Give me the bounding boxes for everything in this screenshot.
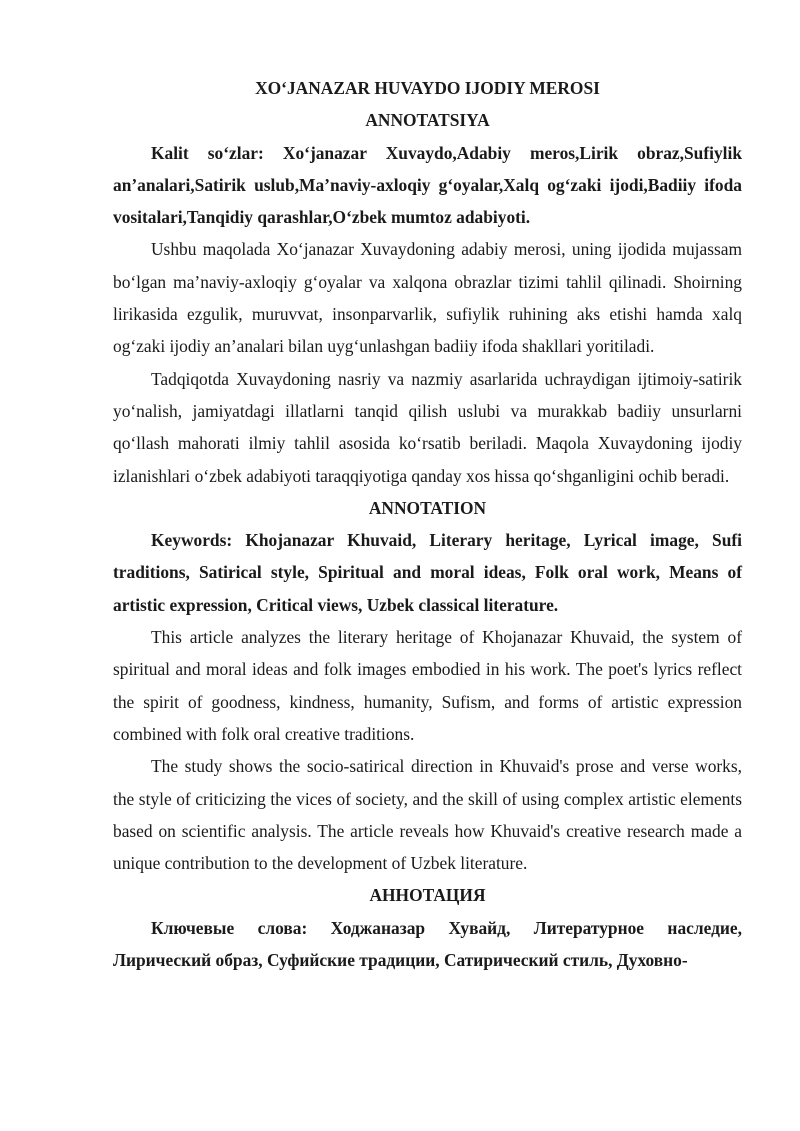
en-paragraph-2: The study shows the socio-satirical direction in Khuvaid's prose and verse works, the style of criticizing the vices of society, and the skill of using complex artistic elements based on scientific analysis. The article reveals how Khuvaid's creative research made a unique contribution to the development of Uzbek literature. (113, 756, 742, 874)
ru-keywords-text: Ходжаназар Хувайд, Литературное наследие, Лирический образ, Суфийские традиции, Сатирический стиль, Духовно- (113, 917, 742, 971)
document-page (113, 72, 742, 976)
uz-keywords (113, 137, 742, 234)
en-keywords (113, 524, 742, 621)
en-keywords-label: Keywords: (151, 530, 233, 551)
uz-keywords-label: Kalit so‘zlar: (151, 142, 264, 163)
en-annotation-heading: ANNOTATION (368, 497, 487, 518)
en-paragraph-1: This article analyzes the literary heritage of Khojanazar Khuvaid, the system of spiritual and moral ideas and folk images embodied in his work. The poet's lyrics reflect the spirit of goodness, kindness, humanity, Sufism, and forms of artistic expression combined with folk oral creative traditions. (113, 627, 742, 744)
uz-paragraph-1: Ushbu maqolada Xo‘janazar Xuvaydoning adabiy merosi, uning ijodida mujassam bo‘lgan ma’naviy-axloqiy g‘oyalar va xalqona obrazlar tizimi tahlil qilinadi. Shoirning lirikasida ezgulik, muruvvat, insonparvarlik, sufiylik ruhining aks etishi hamda xalq og‘zaki ijodiy an’analari bilan uyg‘unlashgan badiiy ifoda shakllari yoritiladi. (113, 239, 742, 357)
uz-keywords-text: Xo‘janazar Xuvaydo,Adabiy meros,Lirik obraz,Sufiylik an’analari,Satirik uslub,Ma’naviy-axloqiy g‘oyalar,Xalq og‘zaki ijodi,Badiiy ifoda vositalari,Tanqidiy qarashlar,O‘zbek mumtoz adabiyoti. (113, 142, 742, 228)
uz-paragraph-2: Tadqiqotda Xuvaydoning nasriy va nazmiy asarlarida uchraydigan ijtimoiy-satirik yo‘nalish, jamiyatdagi illatlarni tanqid qilish uslubi va murakkab badiiy unsurlarni qo‘llash mahorati ilmiy tahlil asosida ko‘rsatib beriladi. Maqola Xuvaydoning ijodiy izlanishlari o‘zbek adabiyoti taraqqiyotiga qanday xos hissa qo‘shganligini ochib beradi. (113, 368, 742, 486)
ru-keywords-label: Ключевые слова: (151, 917, 308, 938)
ru-keywords (113, 912, 742, 977)
document-title: XO‘JANAZAR HUVAYDO IJODIY MEROSI (255, 78, 600, 98)
en-keywords-text: Khojanazar Khuvaid, Literary heritage, Lyrical image, Sufi traditions, Satirical style, Spiritual and moral ideas, Folk oral work, Means of artistic expression, Critical views, Uzbek classical literature. (113, 530, 742, 615)
ru-annotation-heading: АННОТАЦИЯ (369, 885, 486, 906)
uz-annotation-heading: ANNOTATSIYA (365, 110, 490, 131)
